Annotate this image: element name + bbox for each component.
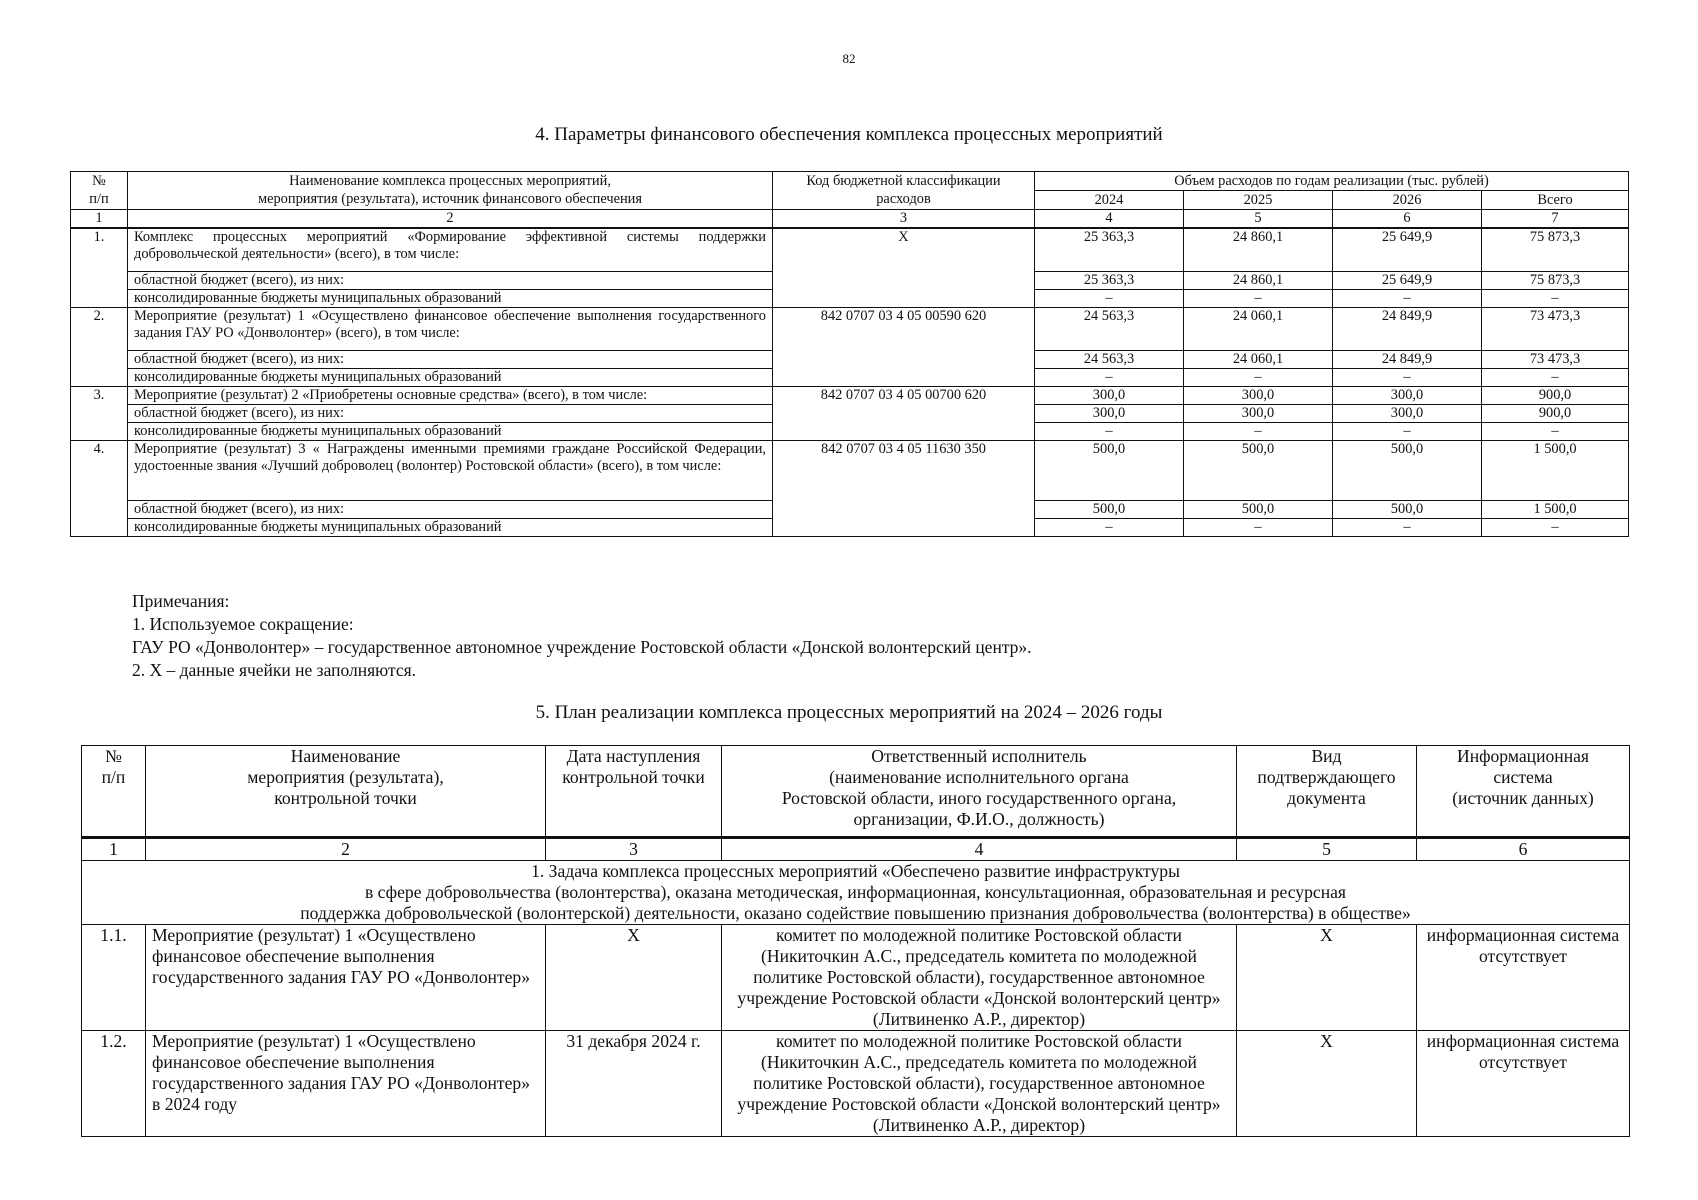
value-total: 73 473,3 [1482, 350, 1629, 368]
value-total: 75 873,3 [1482, 271, 1629, 289]
value-2026: 500,0 [1333, 440, 1482, 500]
header-year-2026: 2026 [1333, 191, 1482, 210]
header-total: Всего [1482, 191, 1629, 210]
header-num: № п/п [82, 746, 146, 838]
value-2025: 24 860,1 [1184, 228, 1333, 271]
row-date: 31 декабря 2024 г. [546, 1031, 722, 1137]
column-index: 3 [546, 838, 722, 861]
row-number: 1.1. [82, 925, 146, 1031]
value-2026: – [1333, 518, 1482, 536]
row-name: Комплекс процессных мероприятий «Формирование эффективной системы поддержки добровольческой деятельности» (всего), в том числе: [128, 228, 773, 271]
row-code: 842 0707 03 4 05 11630 350 [773, 440, 1035, 536]
value-total: – [1482, 368, 1629, 386]
value-2024: 500,0 [1035, 500, 1184, 518]
value-2025: – [1184, 289, 1333, 307]
column-index: 6 [1333, 210, 1482, 229]
column-index-row [71, 210, 1629, 229]
notes [132, 590, 1032, 682]
financing-table [70, 171, 1629, 537]
value-2025: – [1184, 422, 1333, 440]
table-row [82, 1031, 1630, 1137]
source-municipal: консолидированные бюджеты муниципальных образований [128, 518, 773, 536]
value-2026: 25 649,9 [1333, 228, 1482, 271]
source-regional: областной бюджет (всего), из них: [128, 271, 773, 289]
value-2024: 300,0 [1035, 386, 1184, 404]
table-header-row [82, 746, 1630, 838]
column-index: 5 [1237, 838, 1417, 861]
value-2024: – [1035, 289, 1184, 307]
row-system: информационная система отсутствует [1417, 925, 1630, 1031]
value-2025: – [1184, 518, 1333, 536]
header-year-2025: 2025 [1184, 191, 1333, 210]
source-municipal: консолидированные бюджеты муниципальных образований [128, 422, 773, 440]
value-2025: 24 060,1 [1184, 307, 1333, 350]
column-index: 2 [146, 838, 546, 861]
value-total: – [1482, 422, 1629, 440]
row-name: Мероприятие (результат) 1 «Осуществлено финансовое обеспечение выполнения государственного задания ГАУ РО «Донволонтер» (всего), в том числе: [128, 307, 773, 350]
value-2024: – [1035, 422, 1184, 440]
value-total: 900,0 [1482, 386, 1629, 404]
value-2026: – [1333, 368, 1482, 386]
column-index: 2 [128, 210, 773, 229]
row-executor: комитет по молодежной политике Ростовской области (Никиточкин А.С., председатель комитета по молодежной политике Ростовской области), государственное автономное учреждение Ростовской области «Донской волонтерский центр» (Литвиненко А.Р., директор) [722, 925, 1237, 1031]
column-index-row [82, 838, 1630, 861]
value-2026: 500,0 [1333, 500, 1482, 518]
row-number: 1. [71, 228, 128, 307]
row-name: Мероприятие (результат) 1 «Осуществлено финансовое обеспечение выполнения государственного задания ГАУ РО «Донволонтер» в 2024 году [146, 1031, 546, 1137]
value-2025: 300,0 [1184, 386, 1333, 404]
notes-heading: Примечания: [132, 591, 230, 611]
notes-line: 2. Х – данные ячейки не заполняются. [132, 660, 417, 680]
row-code: 842 0707 03 4 05 00700 620 [773, 386, 1035, 440]
value-2024: 500,0 [1035, 440, 1184, 500]
column-index: 4 [722, 838, 1237, 861]
row-number: 4. [71, 440, 128, 536]
table-row [71, 440, 1629, 500]
row-document: Х [1237, 925, 1417, 1031]
value-2025: 300,0 [1184, 404, 1333, 422]
table-row [82, 925, 1630, 1031]
value-2026: – [1333, 422, 1482, 440]
value-2024: 25 363,3 [1035, 271, 1184, 289]
value-2025: 500,0 [1184, 500, 1333, 518]
value-2026: – [1333, 289, 1482, 307]
task-text: 1. Задача комплекса процессных мероприятий «Обеспечено развитие инфраструктуры в сфере добровольчества (волонтерства), оказана методическая, информационная, консультационная, образовательная и ресурсная поддержка добровольческой (волонтерской) деятельности, оказано содействие повышению признания добровольчества (волонтерства) в обществе» [82, 861, 1630, 925]
value-total: 1 500,0 [1482, 500, 1629, 518]
row-code: 842 0707 03 4 05 00590 620 [773, 307, 1035, 386]
header-name: Наименование мероприятия (результата), контрольной точки [146, 746, 546, 838]
header-executor: Ответственный исполнитель (наименование исполнительного органа Ростовской области, иного государственного органа, организации, Ф.И.О., должность) [722, 746, 1237, 838]
table-row [71, 228, 1629, 271]
source-municipal: консолидированные бюджеты муниципальных образований [128, 289, 773, 307]
header-year-2024: 2024 [1035, 191, 1184, 210]
value-total: 73 473,3 [1482, 307, 1629, 350]
value-total: 1 500,0 [1482, 440, 1629, 500]
row-name: Мероприятие (результат) 3 « Награждены именными премиями граждане Российской Федерации, удостоенные звания «Лучший доброволец (волонтер) Ростовской области» (всего), в том числе: [128, 440, 773, 500]
row-name: Мероприятие (результат) 1 «Осуществлено финансовое обеспечение выполнения государственного задания ГАУ РО «Донволонтер» [146, 925, 546, 1031]
source-regional: областной бюджет (всего), из них: [128, 350, 773, 368]
row-name: Мероприятие (результат) 2 «Приобретены основные средства» (всего), в том числе: [128, 386, 773, 404]
value-2025: 24 860,1 [1184, 271, 1333, 289]
header-date: Дата наступления контрольной точки [546, 746, 722, 838]
header-name: Наименование комплекса процессных мероприятий, мероприятия (результата), источник финансового обеспечения [128, 172, 773, 210]
value-2026: 25 649,9 [1333, 271, 1482, 289]
value-2026: 300,0 [1333, 386, 1482, 404]
section-4-title: 4. Параметры финансового обеспечения комплекса процессных мероприятий [535, 124, 1163, 145]
column-index: 5 [1184, 210, 1333, 229]
section-5-title: 5. План реализации комплекса процессных мероприятий на 2024 – 2026 годы [535, 702, 1163, 723]
table-header-row [71, 172, 1629, 191]
row-code: Х [773, 228, 1035, 307]
value-2024: – [1035, 368, 1184, 386]
task-row [82, 861, 1630, 925]
row-number: 1.2. [82, 1031, 146, 1137]
row-number: 2. [71, 307, 128, 386]
column-index: 6 [1417, 838, 1630, 861]
value-2024: 24 563,3 [1035, 350, 1184, 368]
value-2026: 24 849,9 [1333, 307, 1482, 350]
source-regional: областной бюджет (всего), из них: [128, 500, 773, 518]
value-total: 900,0 [1482, 404, 1629, 422]
value-total: – [1482, 518, 1629, 536]
row-executor: комитет по молодежной политике Ростовской области (Никиточкин А.С., председатель комитета по молодежной политике Ростовской области), государственное автономное учреждение Ростовской области «Донской волонтерский центр» (Литвиненко А.Р., директор) [722, 1031, 1237, 1137]
notes-line: ГАУ РО «Донволонтер» – государственное автономное учреждение Ростовской области «Донской волонтерский центр». [132, 637, 1032, 657]
source-municipal: консолидированные бюджеты муниципальных образований [128, 368, 773, 386]
row-document: Х [1237, 1031, 1417, 1137]
value-2024: – [1035, 518, 1184, 536]
page-number: 82 [842, 51, 856, 66]
column-index: 1 [82, 838, 146, 861]
column-index: 4 [1035, 210, 1184, 229]
header-num: № п/п [71, 172, 128, 210]
header-volume: Объем расходов по годам реализации (тыс. рублей) [1035, 172, 1629, 191]
header-document: Вид подтверждающего документа [1237, 746, 1417, 838]
column-index: 3 [773, 210, 1035, 229]
value-2025: 24 060,1 [1184, 350, 1333, 368]
row-date: Х [546, 925, 722, 1031]
table-row [71, 386, 1629, 404]
value-2026: 24 849,9 [1333, 350, 1482, 368]
header-code: Код бюджетной классификации расходов [773, 172, 1035, 210]
value-2024: 24 563,3 [1035, 307, 1184, 350]
notes-line: 1. Используемое сокращение: [132, 614, 354, 634]
value-2026: 300,0 [1333, 404, 1482, 422]
value-total: – [1482, 289, 1629, 307]
column-index: 7 [1482, 210, 1629, 229]
plan-table [81, 745, 1630, 1137]
value-2024: 300,0 [1035, 404, 1184, 422]
source-regional: областной бюджет (всего), из них: [128, 404, 773, 422]
column-index: 1 [71, 210, 128, 229]
header-system: Информационная система (источник данных) [1417, 746, 1630, 838]
table-row [71, 307, 1629, 350]
row-number: 3. [71, 386, 128, 440]
value-2025: 500,0 [1184, 440, 1333, 500]
row-system: информационная система отсутствует [1417, 1031, 1630, 1137]
value-2025: – [1184, 368, 1333, 386]
value-total: 75 873,3 [1482, 228, 1629, 271]
value-2024: 25 363,3 [1035, 228, 1184, 271]
